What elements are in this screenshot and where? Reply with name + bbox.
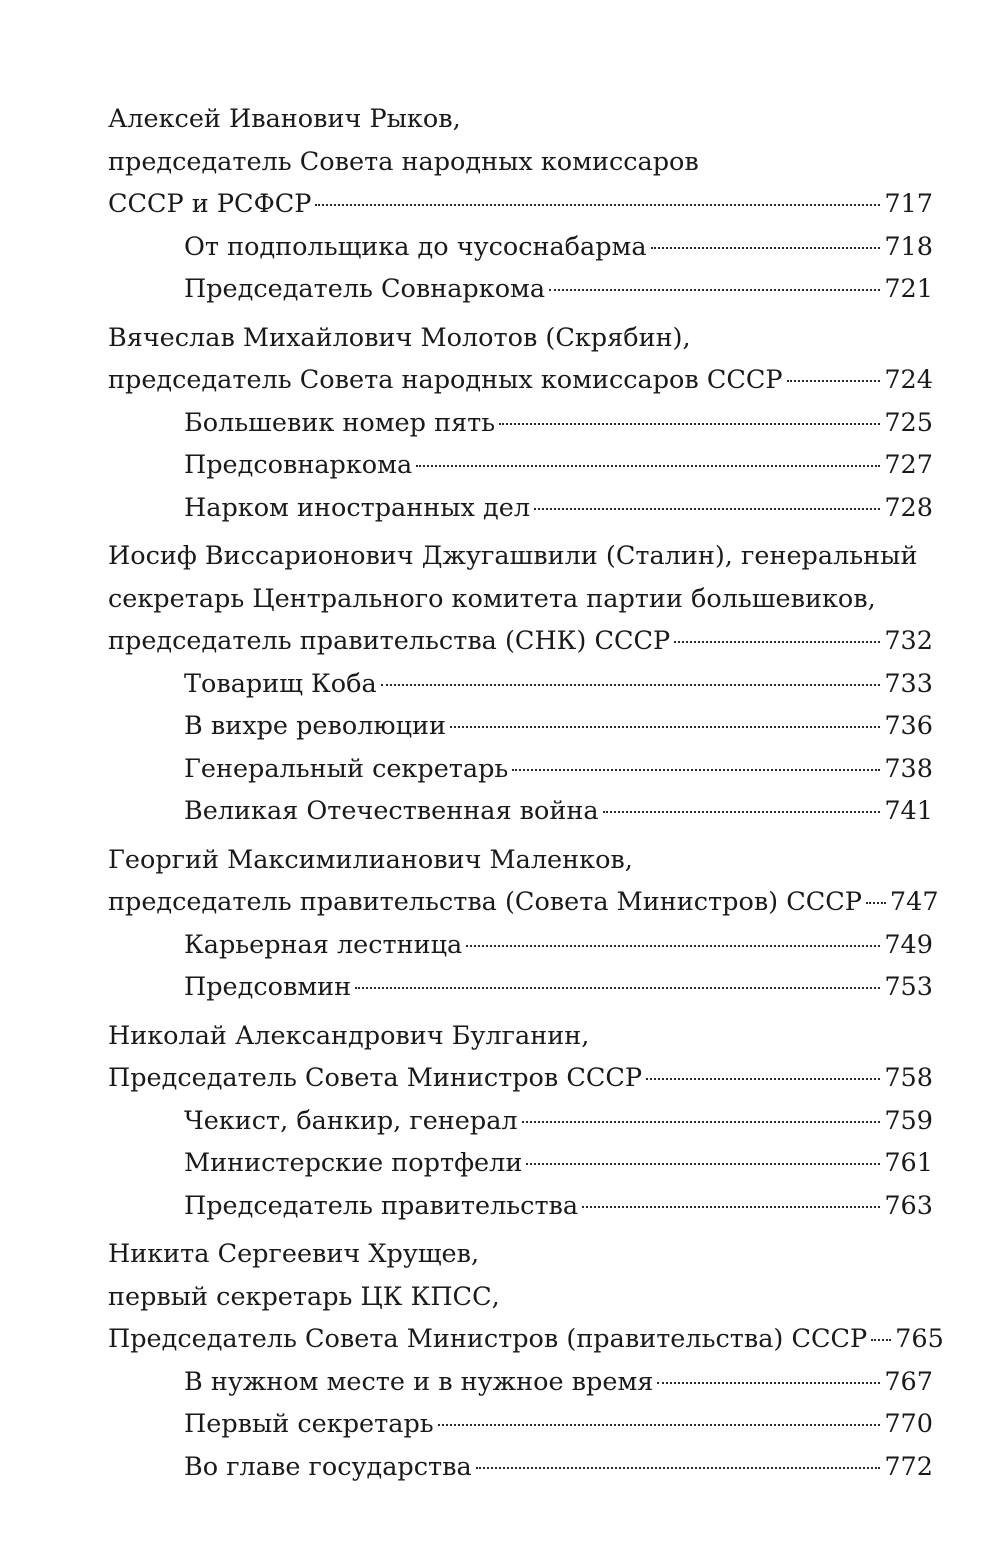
dot-leader: [646, 1078, 880, 1080]
page-number: 724: [884, 365, 933, 395]
page-number: 721: [884, 274, 933, 304]
toc-section-molotov: [108, 317, 933, 530]
page-number: 770: [884, 1409, 933, 1439]
entry-title: Предсовмин: [184, 972, 352, 1002]
dot-leader: [534, 508, 880, 510]
toc-entry-sub[interactable]: [108, 790, 933, 833]
dot-leader: [512, 769, 880, 771]
toc-entry-sub[interactable]: [108, 663, 933, 706]
section-heading-line: Иосиф Виссарионович Джугашвили (Сталин), генеральный: [108, 541, 918, 571]
entry-title: Предсовнаркома: [184, 450, 413, 480]
entry-title: Во главе государства: [184, 1451, 472, 1482]
section-heading-line: Георгий Максимилианович Маленков,: [108, 844, 633, 875]
toc-entry-main[interactable]: [108, 1057, 933, 1100]
toc-entry-sub[interactable]: [108, 487, 933, 530]
section-heading-line: первый секретарь ЦК КПСС,: [108, 1281, 500, 1312]
section-heading-line: председатель Совета народных комиссаров: [108, 146, 699, 177]
entry-title: Министерские портфели: [184, 1148, 523, 1178]
page-number: 749: [884, 929, 933, 960]
page-number: 758: [884, 1063, 933, 1093]
page-number: 718: [884, 231, 933, 262]
dot-leader: [381, 684, 881, 686]
entry-title: От подпольщика до чусоснабарма: [184, 231, 647, 262]
dot-leader: [450, 726, 880, 728]
dot-leader: [355, 987, 880, 989]
dot-leader: [787, 380, 881, 382]
dot-leader: [549, 289, 880, 291]
toc-entry-sub[interactable]: [108, 444, 933, 487]
entry-title: Товарищ Коба: [184, 668, 377, 699]
toc-entry-sub[interactable]: [108, 268, 933, 311]
page-number: 736: [884, 711, 933, 741]
table-of-contents: [108, 98, 944, 1494]
entry-title: Большевик номер пять: [184, 407, 496, 438]
dot-leader: [476, 1467, 881, 1469]
dot-leader: [315, 204, 880, 206]
section-heading-line: Никита Сергеевич Хрущев,: [108, 1239, 480, 1269]
toc-entry-sub[interactable]: [108, 1185, 933, 1228]
entry-title: Карьерная лестница: [184, 929, 463, 960]
dot-leader: [657, 1382, 880, 1384]
dot-leader: [438, 1424, 881, 1426]
dot-leader: [466, 945, 880, 947]
page-number: 732: [884, 626, 933, 656]
dot-leader: [603, 811, 881, 813]
entry-title: Председатель Совнаркома: [184, 274, 546, 304]
toc-entry-sub[interactable]: [108, 226, 933, 269]
toc-entry-sub[interactable]: [108, 1361, 933, 1404]
dot-leader: [526, 1163, 880, 1165]
page-number: 741: [884, 796, 933, 826]
page-number: 727: [884, 450, 933, 480]
toc-section-khrushchev: [108, 1233, 944, 1488]
entry-title: Председатель правительства: [184, 1190, 579, 1221]
dot-leader: [651, 247, 881, 249]
dot-leader: [522, 1121, 881, 1123]
page-number: 725: [884, 407, 933, 438]
dot-leader: [582, 1206, 880, 1208]
entry-title: Первый секретарь: [184, 1409, 434, 1439]
page-number: 763: [884, 1190, 933, 1221]
section-heading-line: Алексей Иванович Рыков,: [108, 104, 461, 134]
toc-section-rykov: [108, 98, 933, 311]
toc-entry-main[interactable]: [108, 359, 933, 402]
toc-section-stalin: [108, 535, 933, 833]
toc-entry-sub[interactable]: [108, 705, 933, 748]
page-number: 738: [884, 753, 933, 784]
page-number: 747: [889, 887, 939, 917]
page-number: 767: [884, 1366, 933, 1397]
toc-entry-sub[interactable]: [108, 748, 933, 791]
dot-leader: [866, 902, 886, 904]
toc-section-malenkov: [108, 839, 939, 1009]
toc-entry-main[interactable]: [108, 1318, 944, 1361]
entry-title: Председатель Совета Министров СССР: [108, 1063, 643, 1093]
dot-leader: [674, 641, 880, 643]
entry-title: Генеральный секретарь: [184, 753, 509, 784]
entry-title: В нужном месте и в нужное время: [184, 1366, 654, 1397]
toc-entry-sub[interactable]: [108, 1100, 933, 1143]
toc-entry-sub[interactable]: [108, 1142, 933, 1185]
dot-leader: [871, 1339, 891, 1341]
toc-entry-sub[interactable]: [108, 1446, 933, 1489]
entry-title: Председатель Совета Министров (правительства) СССР: [108, 1324, 868, 1354]
entry-title: В вихре революции: [184, 711, 447, 741]
entry-title: Великая Отечественная война: [184, 796, 599, 826]
toc-entry-main[interactable]: [108, 620, 933, 663]
page-number: 765: [895, 1324, 944, 1354]
toc-entry-main[interactable]: [108, 183, 933, 226]
page-number: 733: [884, 668, 933, 699]
toc-entry-main[interactable]: [108, 881, 939, 924]
page-number: 753: [884, 972, 933, 1002]
page-number: 728: [884, 492, 933, 523]
page-number: 759: [884, 1105, 933, 1136]
toc-section-bulganin: [108, 1015, 933, 1228]
toc-entry-sub[interactable]: [108, 924, 933, 967]
page-number: 772: [884, 1451, 933, 1482]
section-heading-line: Вячеслав Михайлович Молотов (Скрябин),: [108, 322, 691, 353]
entry-title: председатель Совета народных комиссаров СССР: [108, 365, 783, 395]
toc-entry-sub[interactable]: [108, 402, 933, 445]
section-heading-line: Николай Александрович Булганин,: [108, 1020, 590, 1051]
entry-title: председатель правительства (Совета Министров) СССР: [108, 887, 862, 917]
page-number: 717: [884, 189, 933, 219]
toc-entry-sub[interactable]: [108, 966, 933, 1009]
entry-title: председатель правительства (СНК) СССР: [108, 626, 671, 656]
entry-title: Нарком иностранных дел: [184, 492, 531, 523]
page-number: 761: [884, 1148, 933, 1178]
entry-title: СССР и РСФСР: [108, 189, 312, 219]
dot-leader: [416, 465, 880, 467]
section-heading-line: секретарь Центрального комитета партии большевиков,: [108, 583, 876, 614]
entry-title: Чекист, банкир, генерал: [184, 1105, 518, 1136]
dot-leader: [499, 423, 880, 425]
toc-entry-sub[interactable]: [108, 1403, 933, 1446]
